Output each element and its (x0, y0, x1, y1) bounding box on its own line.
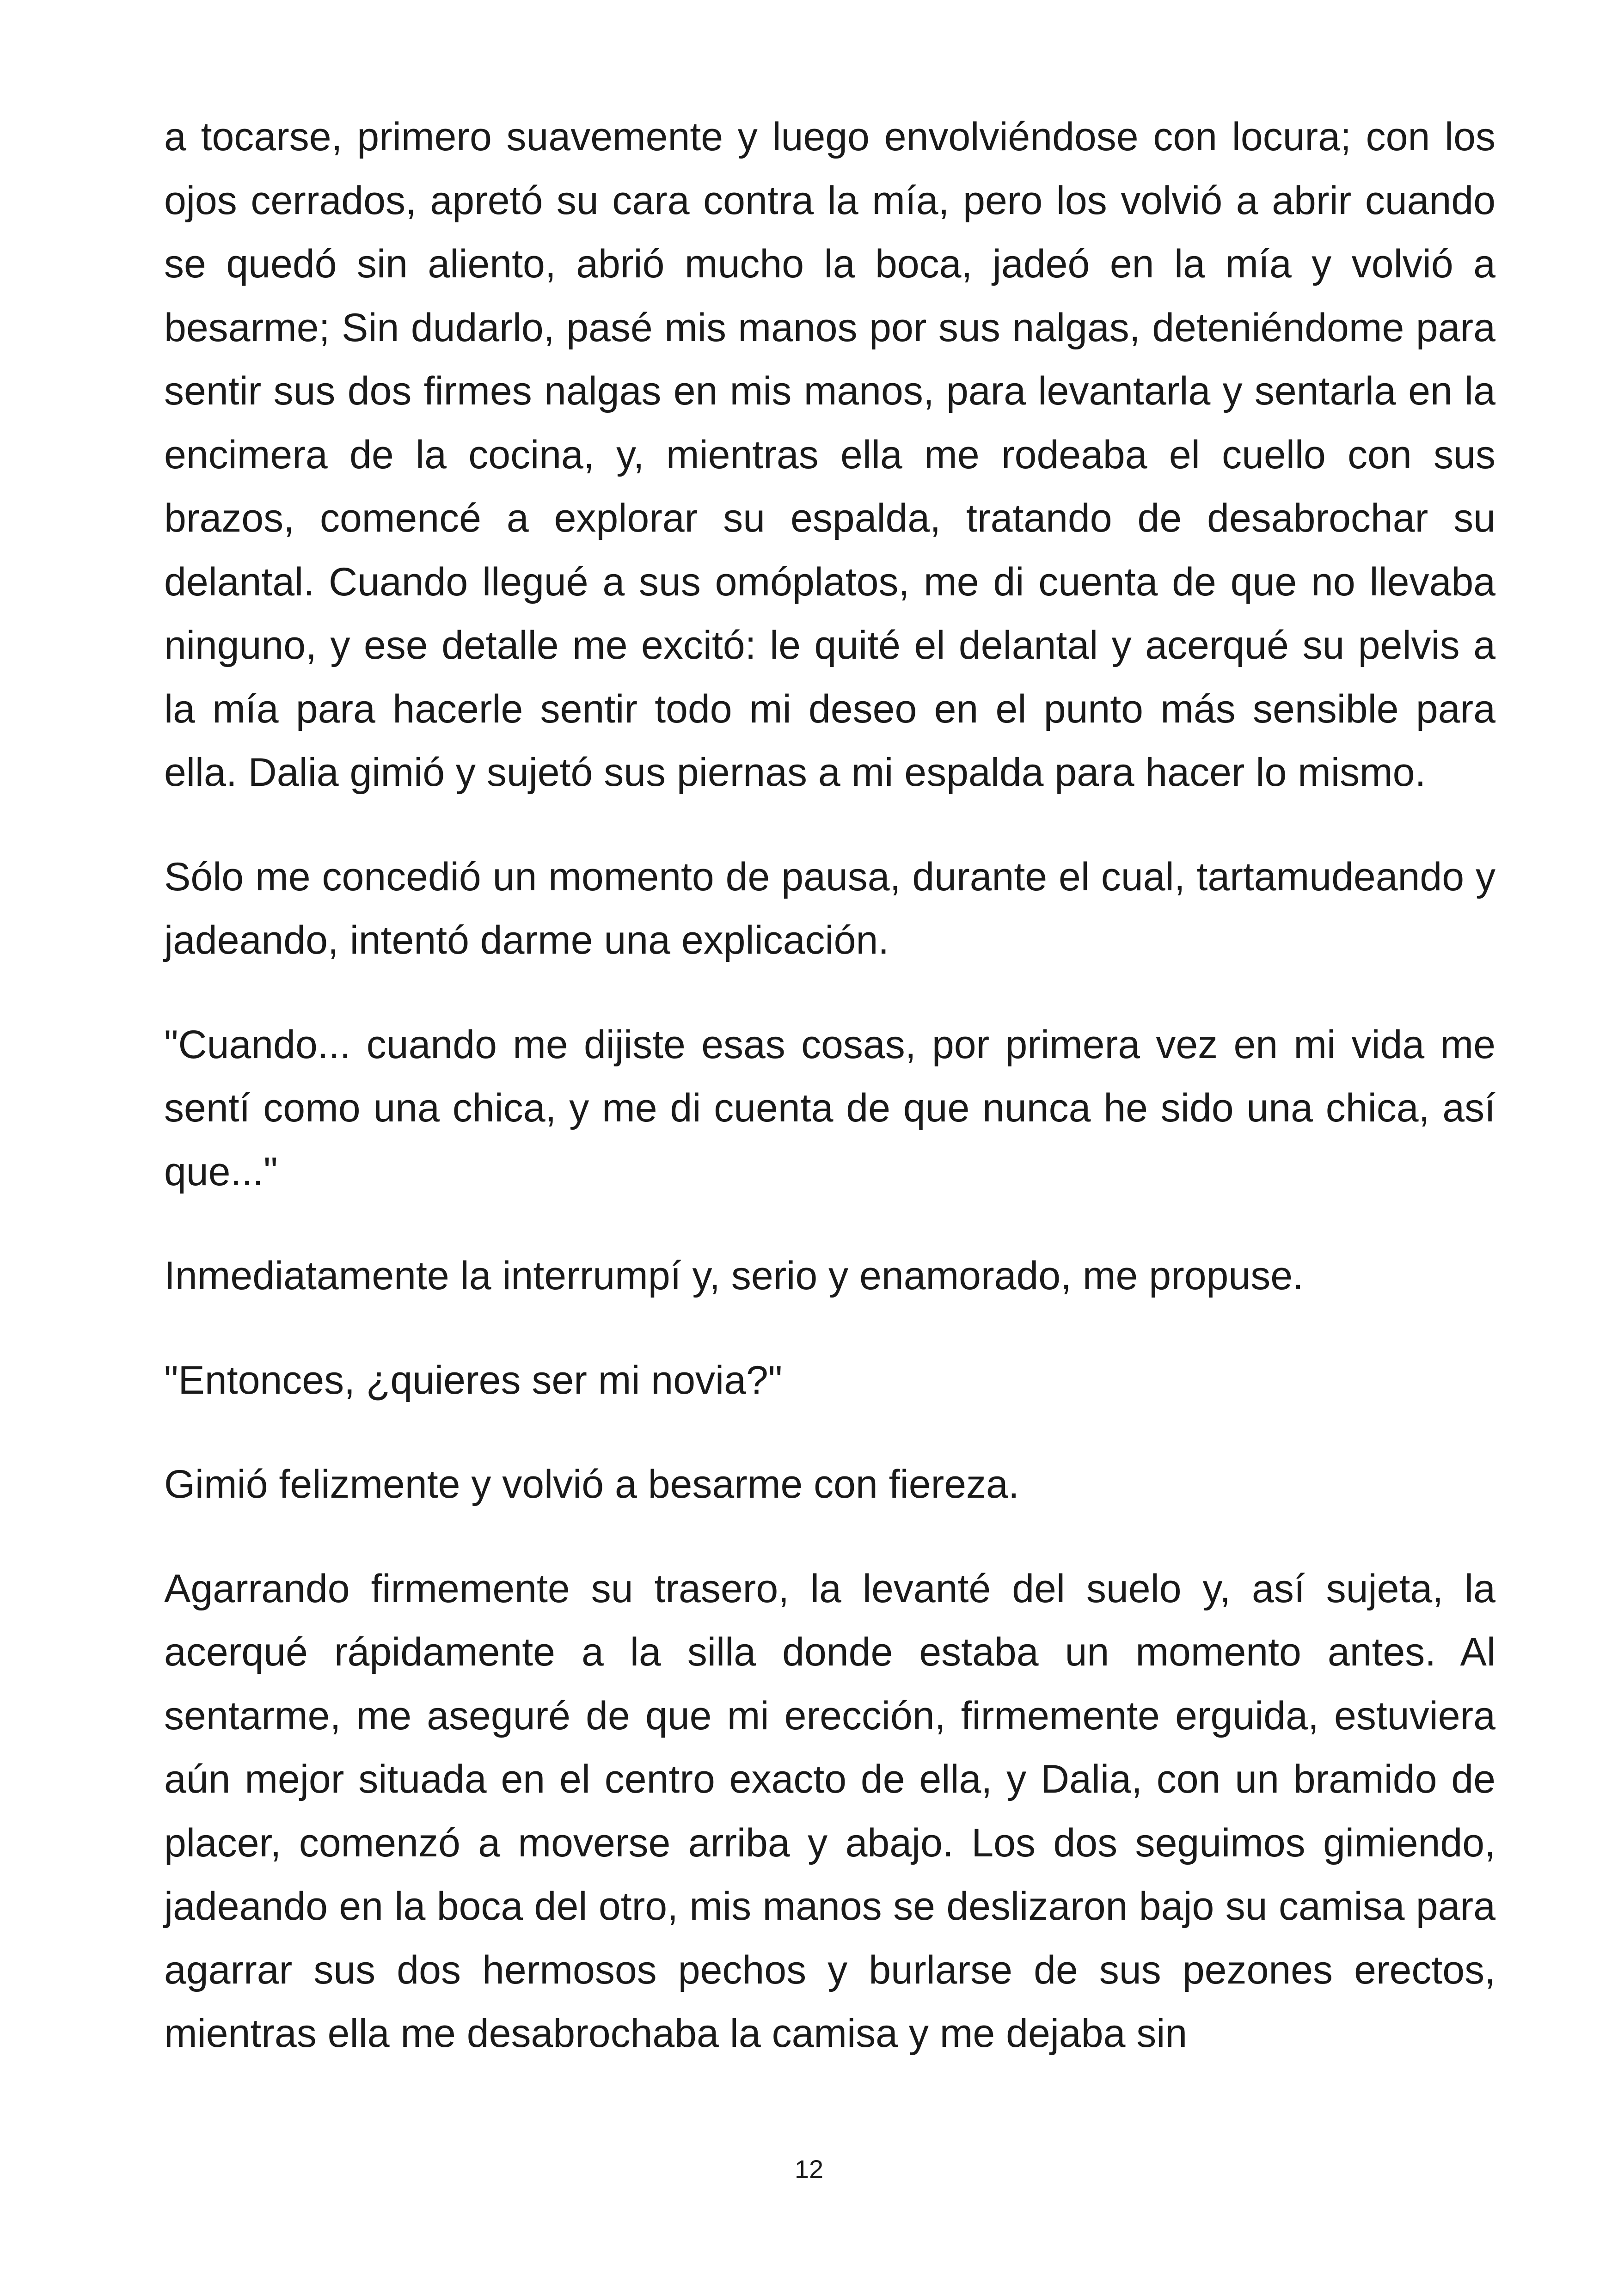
paragraph-3: "Cuando... cuando me dijiste esas cosas, por primera vez en mi vida me sentí como una chica, y me di cuenta de que nunca he sido una chica, así que..." (164, 1022, 1495, 1194)
paragraph-1: a tocarse, primero suavemente y luego envolviéndose con locura; con los ojos cerrados, apretó su cara contra la mía, pero los volvió a abrir cuando se quedó sin aliento, abrió mucho la boca, jadeó en la mía y volvió a besarme; Sin dudarlo, pasé mis manos por sus nalgas, deteniéndome para sentir sus dos firmes nalgas en mis manos, para levantarla y sentarla en la encimera de la cocina, y, mientras ella me rodeaba el cuello con sus brazos, comencé a explorar su espalda, tratando de desabrochar su delantal. Cuando llegué a sus omóplatos, me di cuenta de que no llevaba ninguno, y ese detalle me excitó: le quité el delantal y acerqué su pelvis a la mía para hacerle sentir todo mi deseo en el punto más sensible para ella. Dalia gimió y sujetó sus piernas a mi espalda para hacer lo mismo. (164, 115, 1495, 795)
paragraph-5: "Entonces, ¿quieres ser mi novia?" (164, 1358, 783, 1402)
body-text (164, 105, 1495, 2106)
paragraph-7: Agarrando firmemente su trasero, la levanté del suelo y, así sujeta, la acerqué rápidamente a la silla donde estaba un momento antes. Al sentarme, me aseguré de que mi erección, firmemente erguida, estuviera aún mejor situada en el centro exacto de ella, y Dalia, con un bramido de placer, comenzó a moverse arriba y abajo. Los dos seguimos gimiendo, jadeando en la boca del otro, mis manos se deslizaron bajo su camisa para agarrar sus dos hermosos pechos y burlarse de sus pezones erectos, mientras ella me desabrochaba la camisa y me dejaba sin (164, 1566, 1495, 2056)
paragraph-6: Gimió felizmente y volvió a besarme con fiereza. (164, 1462, 1019, 1506)
page-number: 12 (794, 2155, 824, 2184)
paragraph-2: Sólo me concedió un momento de pausa, durante el cual, tartamudeando y jadeando, intentó darme una explicación. (164, 854, 1495, 962)
paragraph-4: Inmediatamente la interrumpí y, serio y enamorado, me propuse. (164, 1254, 1304, 1298)
